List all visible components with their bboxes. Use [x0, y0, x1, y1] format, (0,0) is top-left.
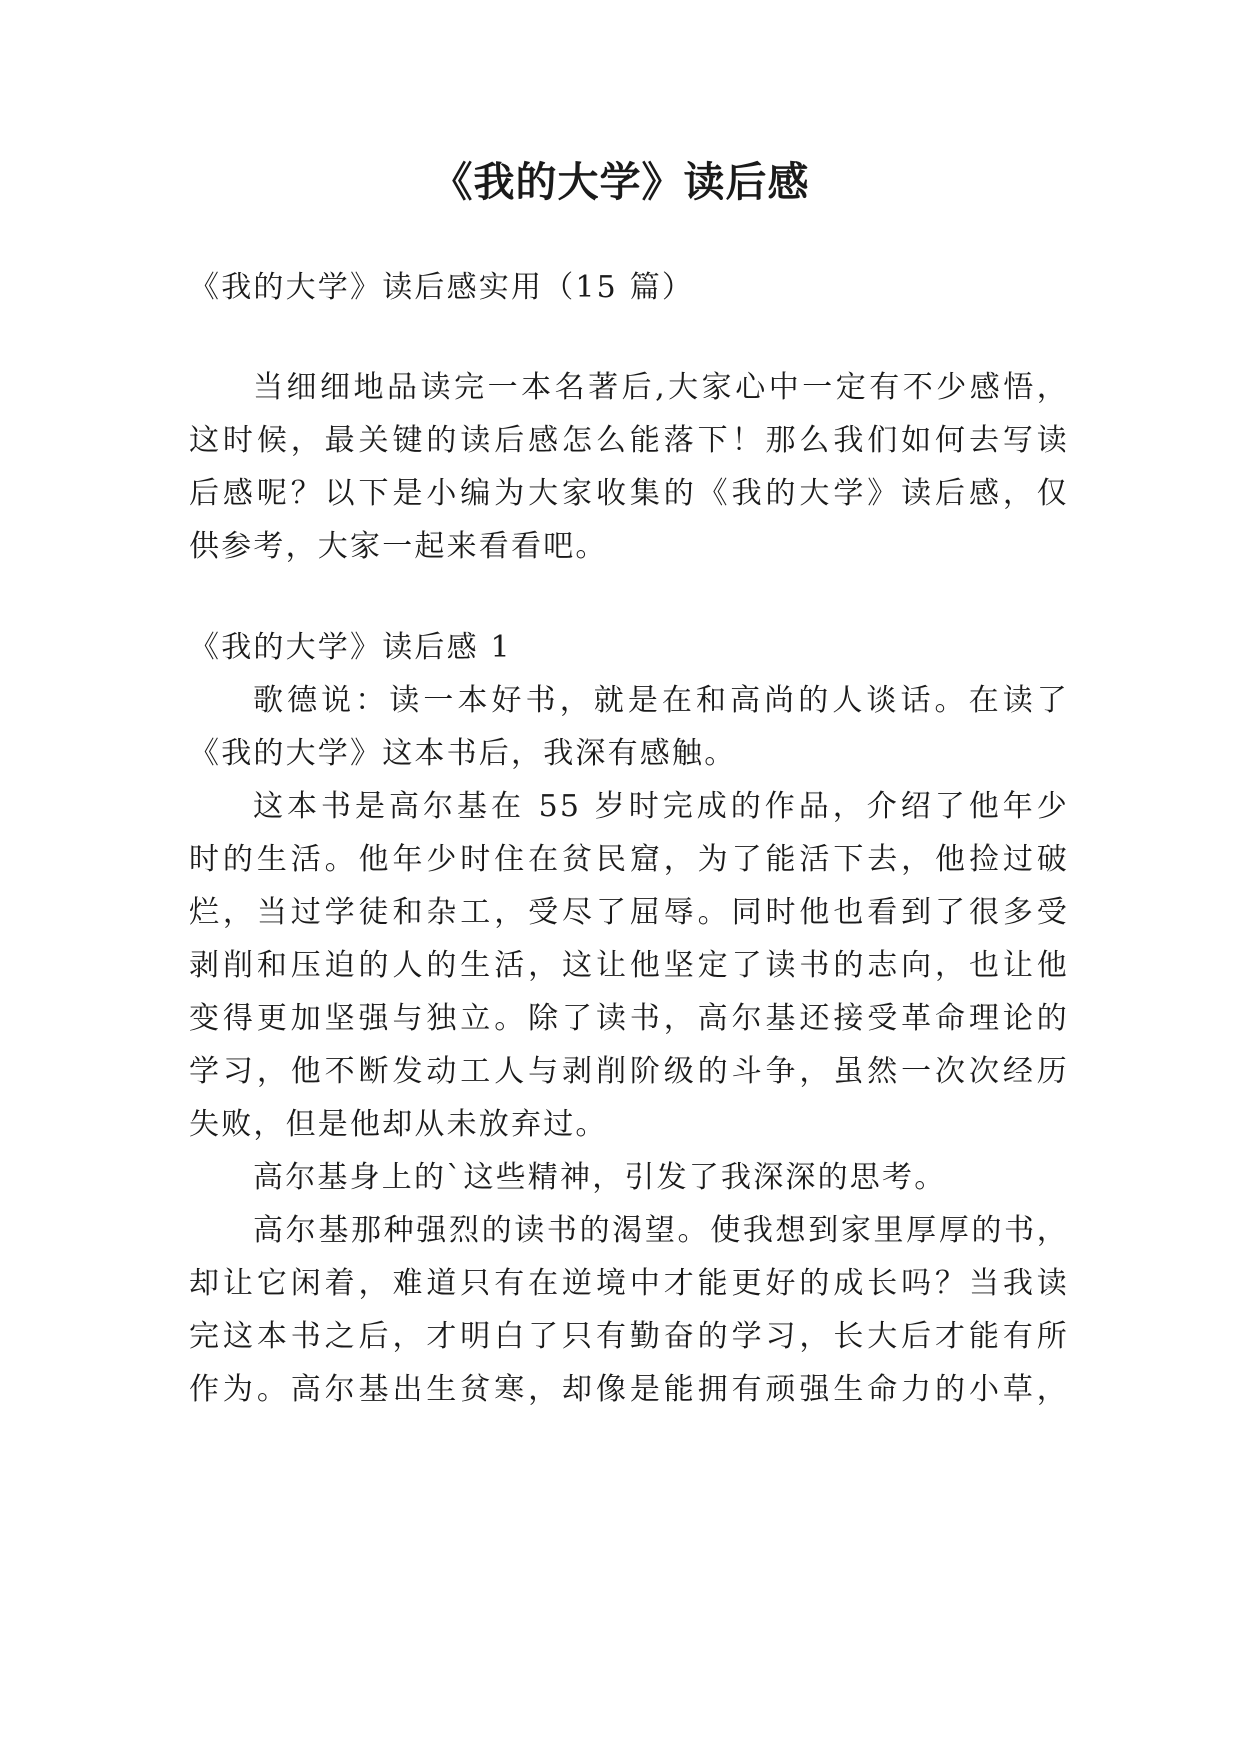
body-line: 失败，但是他却从未放弃过。 [189, 1107, 608, 1142]
body-line: 《我的大学》这本书后，我深有感触。 [189, 736, 737, 771]
body-line: 变得更加坚强与独立。除了读书，高尔基还接受革命理论的 [189, 1001, 1069, 1036]
body-line: 时的生活。他年少时住在贫民窟，为了能活下去，他捡过破 [189, 842, 1069, 877]
document-title: 《我的大学》读后感 [431, 158, 810, 206]
body-line: 剥削和压迫的人的生活，这让他坚定了读书的志向，也让他 [189, 948, 1069, 983]
body-line: 高尔基那种强烈的读书的渴望。使我想到家里厚厚的书， [253, 1213, 1069, 1248]
intro-line: 当细细地品读完一本名著后,大家心中一定有不少感悟， [253, 370, 1069, 405]
intro-line: 供参考，大家一起来看看吧。 [189, 529, 608, 564]
intro-line: 后感呢？以下是小编为大家收集的《我的大学》读后感，仅 [189, 476, 1069, 511]
body-line: 却让它闲着，难道只有在逆境中才能更好的成长吗？当我读 [189, 1266, 1069, 1301]
body-line: 高尔基身上的`这些精神，引发了我深深的思考。 [253, 1160, 947, 1195]
body-line: 烂，当过学徒和杂工，受尽了屈辱。同时他也看到了很多受 [189, 895, 1069, 930]
body-line: 作为。高尔基出生贫寒，却像是能拥有顽强生命力的小草， [189, 1372, 1069, 1407]
body-line: 学习，他不断发动工人与剥削阶级的斗争，虽然一次次经历 [189, 1054, 1069, 1089]
section-heading: 《我的大学》读后感 1 [189, 630, 512, 665]
document-subtitle: 《我的大学》读后感实用（15 篇） [189, 270, 695, 305]
body-line: 歌德说：读一本好书，就是在和高尚的人谈话。在读了 [253, 683, 1069, 718]
intro-line: 这时候，最关键的读后感怎么能落下！那么我们如何去写读 [189, 423, 1069, 458]
body-line: 这本书是高尔基在 55 岁时完成的作品，介绍了他年少 [253, 789, 1069, 824]
body-line: 完这本书之后，才明白了只有勤奋的学习，长大后才能有所 [189, 1319, 1069, 1354]
